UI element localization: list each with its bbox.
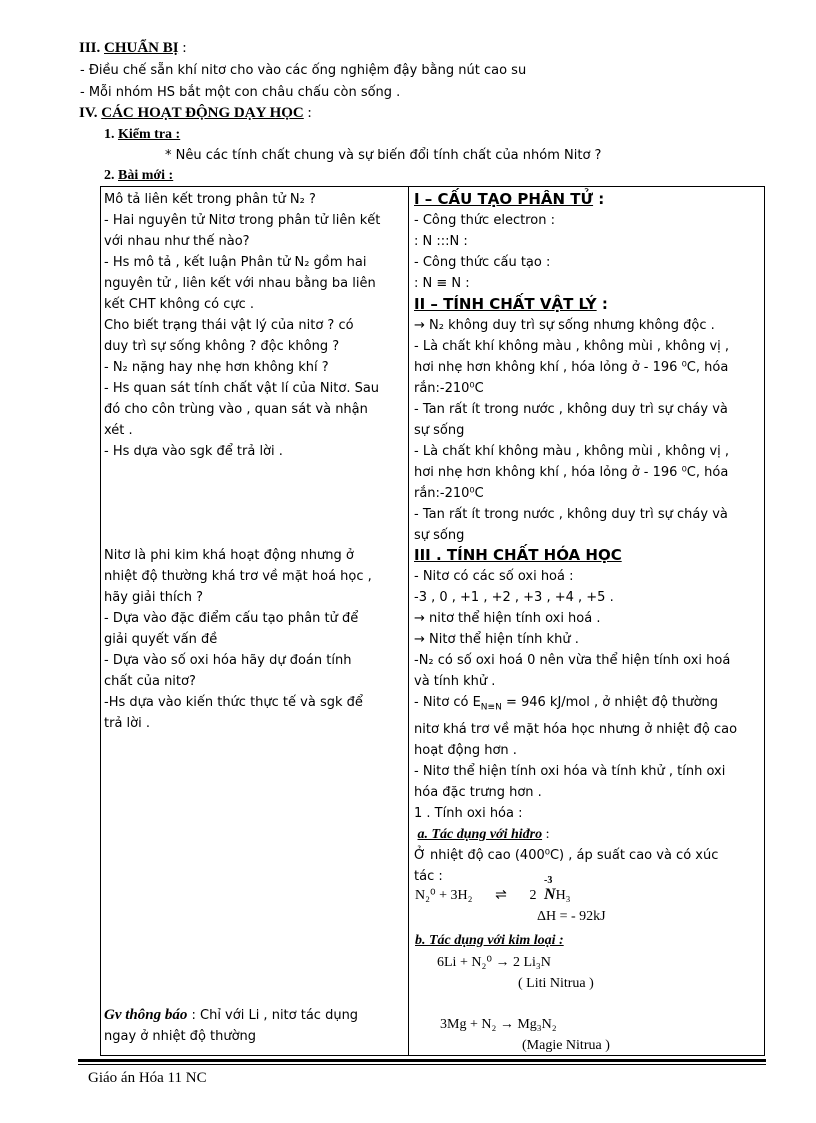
text-line: kết CHT không có cực . [104,297,255,312]
equation-3-name: (Magie Nitrua ) [522,1038,610,1053]
equation-3: 3Mg + N₂ → Mg₃N₂ [440,1017,557,1032]
text-line: Cho biết trạng thái vật lý của nitơ ? có [104,318,354,333]
text-line: - Tan rất ít trong nước , không duy trì sự cháy và [414,507,728,522]
text-line: - Hs dựa vào sgk để trả lời . [104,444,283,459]
chuanbi-item-2: - Mỗi nhóm HS bắt một con châu chấu còn sống . [80,85,401,100]
text-line: sự sống [414,423,465,438]
text-line: hơi nhẹ hơn không khí , hóa lỏng ở - 196 ⁰C, hóa [414,360,729,375]
text-line: nguyên tử , liên kết với nhau bằng ba liên [104,276,376,291]
section-number: III. [79,40,101,56]
text-line: → Nitơ thể hiện tính khử . [414,632,579,647]
equilibrium-arrow-icon: ⇌ [495,888,507,903]
chuanbi-item-1: - Điều chế sẵn khí nitơ cho vào các ống nghiệm đậy bằng nút cao su [80,63,527,78]
section-heading [414,545,737,566]
text-line: chất của nitơ? [104,674,196,689]
heading-text: a. Tác dụng với hiđro [417,826,543,842]
equation-product-rest: H₃ [555,888,571,903]
text-line: : Chỉ với Li , nitơ tác dụng [191,1008,359,1023]
item-title: Bài mới : [118,168,174,183]
colon: : [182,40,187,56]
item-title: Kiểm tra : [118,127,181,142]
footer-rule-thin [78,1064,766,1065]
nitrogen-with-charge [544,875,556,904]
colon: : [545,826,550,842]
text-line: với nhau như thế nào? [104,234,250,249]
heading-text: III . TÍNH CHẤT HÓA HỌC [414,546,622,564]
text-line: -N₂ có số oxi hoá 0 nên vừa thể hiện tính oxi hoá [414,653,731,668]
text-line: rắn:-210⁰C [414,486,484,501]
text-line: - Hai nguyên tử Nitơ trong phân tử liên kết [104,213,381,228]
text-line: nitơ khá trơ về mặt hóa học nhưng ở nhiệt độ cao [414,721,738,737]
text-line: duy trì sự sống không ? độc không ? [104,339,340,354]
colon: : [601,295,608,313]
text-line: giải quyết vấn đề [104,632,218,647]
text-line: → N₂ không duy trì sự sống nhưng không độc . [414,318,715,333]
text-line: - Nitơ có các số oxi hoá : [414,569,574,584]
equation-2: 6Li + N₂⁰ → 2 Li₃N [437,955,551,970]
element-symbol: N [544,886,556,903]
text-line: - Dựa vào đặc điểm cấu tạo phân tử để [104,611,359,626]
text-line: - Hs mô tả , kết luận Phân tử N₂ gồm hai [104,255,367,270]
oxidation-state: -3 [544,875,553,886]
text-line: - Công thức cấu tạo : [414,255,551,270]
text-line: -3 , 0 , +1 , +2 , +3 , +4 , +5 . [414,590,614,605]
text-line: sự sống [414,528,465,543]
text-line: hơi nhẹ hơn không khí , hóa lỏng ở - 196 ⁰C, hóa [414,465,729,480]
section-heading [414,189,729,210]
section-number: IV. [79,105,98,121]
gv-label: Gv thông báo [104,1007,188,1023]
right-column-section-3 [414,545,737,887]
text-line: - Hs quan sát tính chất vật lí của Nitơ. Sau [104,381,380,396]
subsection-a-heading [414,824,737,845]
section-chuanbi-heading [79,40,187,57]
equation-reactants: N₂⁰ + 3H₂ [415,888,473,903]
gv-note [104,1005,358,1047]
text-line: Ở nhiệt độ cao (400⁰C) , áp suất cao và có xúc [414,847,719,863]
text-line: - Dựa vào số oxi hóa hãy dự đoán tính [104,653,352,668]
text-line: và tính khử . [414,674,496,689]
text-line: Nitơ là phi kim khá hoạt động nhưng ở [104,548,354,563]
text-line: : N ≡ N : [414,276,470,291]
section-hoatdong-heading [79,105,312,122]
subsection-b-heading: b. Tác dụng với kim loại : [415,933,564,948]
heading-text: II – TÍNH CHẤT VẬT LÝ [414,295,597,313]
kiemtra-heading [104,127,180,143]
left-column-block-2 [104,545,372,734]
item-number: 1. [104,127,115,142]
colon: : [307,105,312,121]
text-part: - Nitơ có E [414,695,481,710]
section-title: CHUẨN BỊ [104,40,179,56]
right-column-section-1 [414,189,729,546]
text-line: nhiệt độ thường khá trơ về mặt hoá học , [104,569,372,584]
text-line: -Hs dựa vào kiến thức thực tế và sgk để [104,695,363,710]
text-line: hoạt động hơn . [414,742,517,758]
heading-text: I – CẤU TẠO PHÂN TỬ [414,190,594,208]
text-line: - Là chất khí không màu , không mùi , không vị , [414,339,730,354]
energy-line [414,692,737,719]
text-line: ngay ở nhiệt độ thường [104,1029,257,1044]
text-line: trả lời . [104,716,150,731]
equation-coefficient: 2 [529,888,537,903]
baimoi-heading [104,168,173,184]
text-line: - N₂ nặng hay nhẹ hơn không khí ? [104,360,329,375]
footer-text: Giáo án Hóa 11 NC [88,1070,207,1086]
left-column-block-1 [104,189,380,462]
text-line: Mô tả liên kết trong phân tử N₂ ? [104,192,316,207]
text-line: - Nitơ thể hiện tính oxi hóa và tính khử , tính oxi [414,763,726,779]
text-line: : N :::N : [414,234,468,249]
colon: : [598,190,605,208]
text-line: - Là chất khí không màu , không mùi , không vị , [414,444,730,459]
footer-rule-thick [78,1059,766,1062]
text-line: xét . [104,423,133,438]
text-line: đó cho côn trùng vào , quan sát và nhận [104,402,368,417]
enthalpy: ΔH = - 92kJ [537,909,606,924]
section-title: CÁC HOẠT ĐỘNG DẠY HỌC [101,105,304,121]
text-line: hóa đặc trưng hơn . [414,784,542,800]
text-line: 1 . Tính oxi hóa : [414,805,523,821]
text-line: → nitơ thể hiện tính oxi hoá . [414,611,601,626]
table-column-divider [408,186,409,1056]
text-line: hãy giải thích ? [104,590,203,605]
text-line: - Công thức electron : [414,213,555,228]
section-heading [414,294,729,315]
text-line: rắn:-210⁰C [414,381,484,396]
text-part: = 946 kJ/mol , ở nhiệt độ thường [501,695,719,710]
kiemtra-question: * Nêu các tính chất chung và sự biến đổi tính chất của nhóm Nitơ ? [165,148,602,163]
text-line: tác : [414,868,443,884]
text-line: - Tan rất ít trong nước , không duy trì sự cháy và [414,402,728,417]
subscript: N≡N [480,702,502,713]
equation-2-name: ( Liti Nitrua ) [518,976,594,991]
item-number: 2. [104,168,115,183]
